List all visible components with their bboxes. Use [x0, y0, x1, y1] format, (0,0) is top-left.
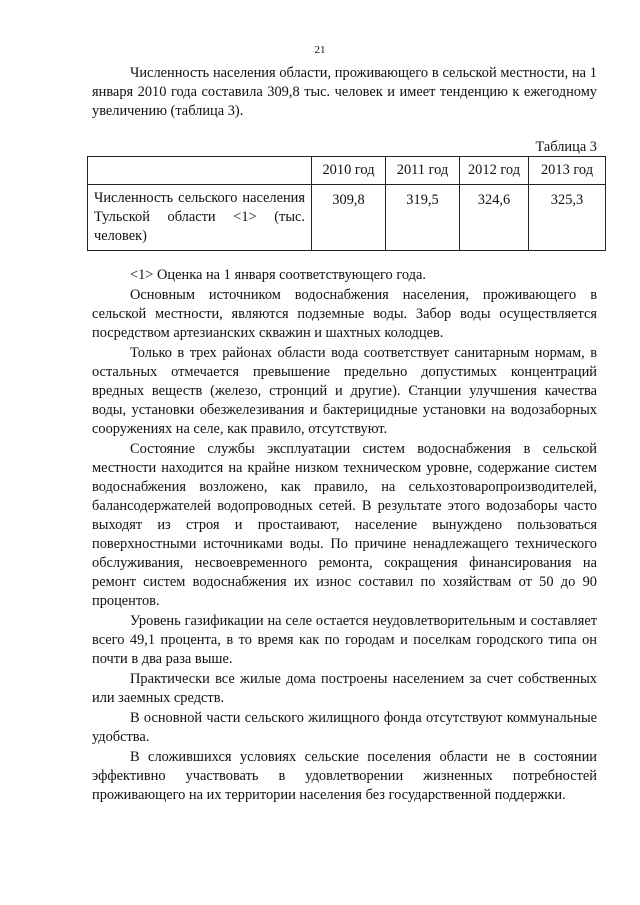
table-header-2012: 2012 год	[460, 157, 529, 185]
paragraph-housing: Практически все жилые дома построены населением за счет собственных или заемных средств.	[92, 671, 597, 706]
table-cell-2011: 319,5	[386, 185, 460, 251]
table-cell-2010: 309,8	[312, 185, 386, 251]
table-caption: Таблица 3	[535, 139, 597, 155]
paragraph-utilities: В основной части сельского жилищного фонда отсутствуют коммунальные удобства.	[92, 710, 597, 745]
paragraph-water-sources: Основным источником водоснабжения населения, проживающего в сельской местности, являются подземные воды. Забор воды осуществляется посредством артезианских скважин и шахтных колодцев.	[92, 287, 597, 341]
table-header-2011: 2011 год	[386, 157, 460, 185]
paragraph-conclusion: В сложившихся условиях сельские поселения области не в состоянии эффективно участвовать в удовлетворении жизненных потребностей проживающего на их территории населения без государственной поддержки.	[92, 749, 597, 803]
body-text	[92, 286, 597, 805]
paragraph-gasification: Уровень газификации на селе остается неудовлетворительным и составляет всего 49,1 процента, в то время как по городам и поселкам городского типа он почти в два раза выше.	[92, 613, 597, 667]
table-row-label: Численность сельского населения Тульской области <1> (тыс. человек)	[88, 185, 312, 251]
table-cell-2012: 324,6	[460, 185, 529, 251]
table-header-row	[88, 157, 606, 185]
intro-text: Численность населения области, проживающего в сельской местности, на 1 января 2010 года составила 309,8 тыс. человек и имеет тенденцию к ежегодному увеличению (таблица 3).	[92, 65, 597, 119]
page-number: 21	[314, 44, 326, 56]
paragraph-water-quality: Только в трех районах области вода соответствует санитарным нормам, в остальных отмечается превышение предельно допустимых концентраций вредных веществ (железо, стронций и другие). Станции улучшения качества воды, установки обезжелезивания и бактерицидные установки на водозаборных сооружениях на селе, как правило, отсутствуют.	[92, 345, 597, 437]
table-header-2010: 2010 год	[312, 157, 386, 185]
table-header-2013: 2013 год	[529, 157, 606, 185]
population-table	[87, 156, 606, 251]
table-footnote: <1> Оценка на 1 января соответствующего года.	[130, 267, 426, 283]
intro-paragraph	[92, 64, 597, 121]
table-header-empty	[88, 157, 312, 185]
paragraph-service-state: Состояние службы эксплуатации систем водоснабжения в сельской местности находится на крайне низком техническом уровне, содержание систем водоснабжения возложено, как правило, на сельхозтоваропроизводителей, балансодержателей водопроводных сетей. В результате этого водозаборы часто выходят из строя и простаивают, население вынуждено пользоваться поверхностными источниками воды. По причине ненадлежащего технического обслуживания, несвоевременного ремонта, сокращения финансирования на ремонт систем водоснабжения их износ составил по хозяйствам от 50 до 90 процентов.	[92, 441, 597, 609]
table-cell-2013: 325,3	[529, 185, 606, 251]
table-row	[88, 185, 606, 251]
